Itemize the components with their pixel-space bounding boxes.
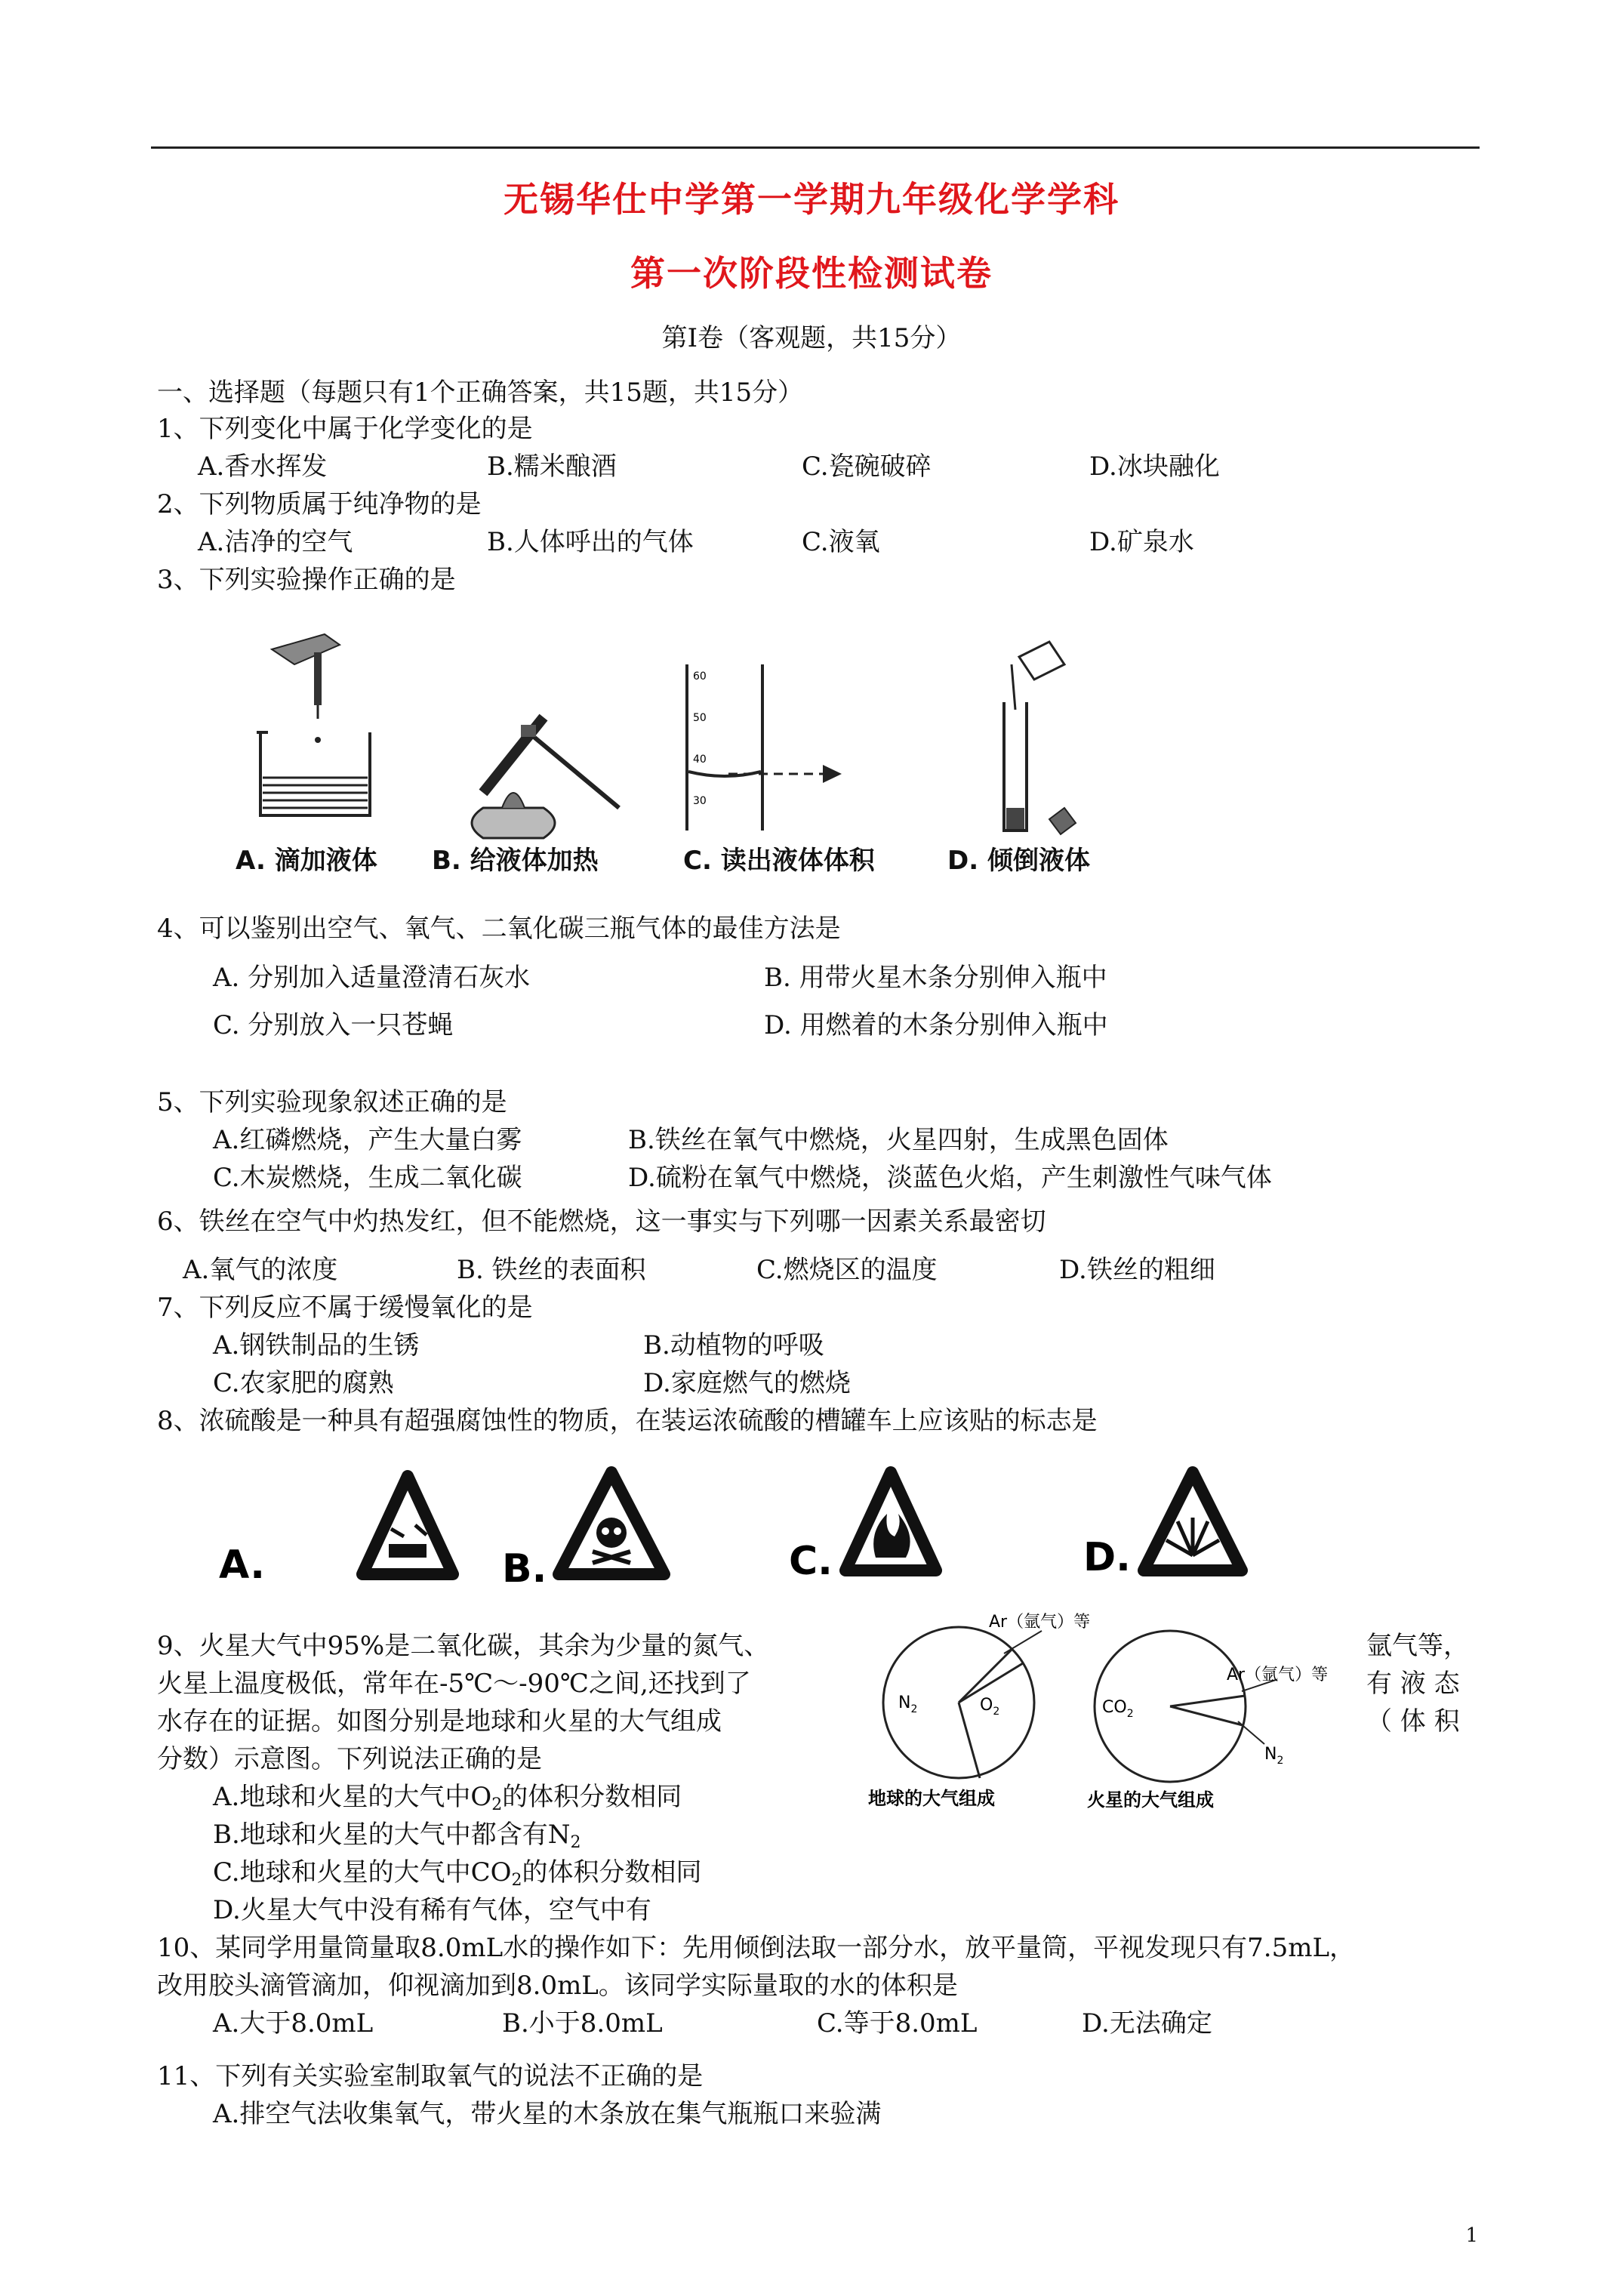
question-9-line-2: 火星上温度极低，常年在-5℃～-90℃之间,还找到了: [157, 1669, 751, 1699]
tick-50: 50: [693, 712, 707, 724]
q8-label-d: D.: [1083, 1535, 1131, 1580]
question-8-stem: 8、浓硫酸是一种具有超强腐蚀性的物质，在装运浓硫酸的槽罐车上应该贴的标志是: [157, 1406, 1098, 1436]
tick-40: 40: [693, 754, 707, 766]
earth-n2-label: $N_2$: [898, 1693, 918, 1715]
hazard-signs-figure: [211, 1461, 1283, 1597]
question-2-stem: 2、下列物质属于纯净物的是: [157, 489, 482, 519]
mars-co2-label: $CO_2$: [1102, 1698, 1134, 1720]
q5-option-a: A.红磷燃烧，产生大量白雾: [213, 1125, 522, 1155]
q6-option-d: D.铁丝的粗细: [1059, 1255, 1215, 1285]
q5-option-d: D.硫粉在氧气中燃烧，淡蓝色火焰，产生刺激性气味气体: [628, 1163, 1272, 1193]
mars-atmosphere-pie: [1087, 1631, 1328, 1811]
question-11-stem: 11、下列有关实验室制取氧气的说法不正确的是: [157, 2061, 704, 2091]
question-5-stem: 5、下列实验现象叙述正确的是: [157, 1087, 507, 1117]
q1-option-b: B.糯米酿酒: [487, 451, 617, 482]
q9-option-c: C.地球和火星的大气中$CO_2$的体积分数相同: [213, 1857, 702, 1890]
q7-option-b: B.动植物的呼吸: [643, 1330, 824, 1361]
q2-option-d: D.矿泉水: [1089, 527, 1194, 557]
question-9-line-4: 分数）示意图。下列说法正确的是: [157, 1744, 542, 1774]
exam-subtitle: 第一次阶段性检测试卷: [630, 253, 993, 294]
q3-label-b: B. 给液体加热: [432, 846, 599, 876]
q9-option-b: B.地球和火星的大气中都含有$N_2$: [213, 1820, 581, 1852]
graduated-cylinder-icon: [687, 664, 842, 831]
q10-option-d: D.无法确定: [1082, 2008, 1212, 2039]
q7-option-d: D.家庭燃气的燃烧: [643, 1368, 851, 1398]
part-heading: 第Ⅰ卷（客观题，共15分）: [661, 323, 962, 353]
earth-ar-label: Ar（氩气）等: [989, 1613, 1091, 1632]
corrosive-sign-icon: [362, 1476, 453, 1574]
q5-option-b: B.铁丝在氧气中燃烧，火星四射，生成黑色固体: [628, 1125, 1169, 1155]
q6-option-c: C.燃烧区的温度: [756, 1255, 938, 1285]
earth-caption: 地球的大气组成: [868, 1788, 995, 1809]
q8-label-c: C.: [789, 1539, 833, 1584]
section-heading: 一、选择题（每题只有1个正确答案，共15题，共15分）: [157, 378, 804, 408]
question-9-line-3: 水存在的证据。如图分别是地球和火星的大气组成: [157, 1706, 722, 1737]
question-9-line-2-tail: 有 液 态: [1366, 1669, 1460, 1699]
q1-option-c: C.瓷碗破碎: [802, 451, 932, 482]
q2-option-a: A.洁净的空气: [198, 527, 353, 557]
header-rule: [151, 146, 1480, 149]
earth-o2-label: $O_2$: [980, 1696, 1000, 1718]
q6-option-b: B. 铁丝的表面积: [457, 1255, 646, 1285]
question-9-line-3-tail: （ 体 积: [1366, 1706, 1460, 1737]
question-1-stem: 1、下列变化中属于化学变化的是: [157, 414, 533, 444]
q4-option-b: B. 用带火星木条分别伸入瓶中: [764, 963, 1107, 993]
q1-option-a: A.香水挥发: [198, 451, 328, 482]
q9-option-a: A.地球和火星的大气中$O_2$的体积分数相同: [213, 1782, 682, 1814]
q10-option-b: B.小于8.0mL: [502, 2008, 663, 2039]
q4-option-d: D. 用燃着的木条分别伸入瓶中: [764, 1010, 1108, 1040]
question-6-stem: 6、铁丝在空气中灼热发红，但不能燃烧，这一事实与下列哪一因素关系最密切: [157, 1207, 1046, 1237]
q3-label-c: C. 读出液体体积: [683, 846, 875, 876]
question-7-stem: 7、下列反应不属于缓慢氧化的是: [157, 1293, 533, 1323]
dropper-beaker-icon: [257, 634, 370, 815]
q4-option-c: C. 分别放入一只苍蝇: [213, 1010, 454, 1040]
exam-title: 无锡华仕中学第一学期九年级化学学科: [504, 179, 1119, 220]
flammable-sign-icon: [845, 1472, 936, 1570]
q9-option-d: D.火星大气中没有稀有气体，空气中有: [213, 1895, 651, 1925]
q8-label-b: B.: [502, 1546, 547, 1592]
q10-option-c: C.等于8.0mL: [817, 2008, 978, 2039]
q6-option-a: A.氧气的浓度: [183, 1255, 338, 1285]
q7-option-a: A.钢铁制品的生锈: [213, 1330, 420, 1361]
q2-option-c: C.液氧: [802, 527, 880, 557]
q1-option-d: D.冰块融化: [1089, 451, 1220, 482]
mars-caption: 火星的大气组成: [1087, 1789, 1214, 1811]
earth-atmosphere-pie: [868, 1613, 1090, 1809]
q5-option-c: C.木炭燃烧，生成二氧化碳: [213, 1163, 522, 1193]
mars-ar-label: Ar（氩气）等: [1227, 1666, 1329, 1684]
question-10-line-1: 10、某同学用量筒量取8.0mL水的操作如下：先用倾倒法取一部分水，放平量筒，平视发现只有7.5mL，: [157, 1933, 1356, 1963]
q4-option-a: A. 分别加入适量澄清石灰水: [213, 963, 531, 993]
q3-label-a: A. 滴加液体: [236, 846, 377, 876]
page-number: 1: [1465, 2224, 1478, 2247]
lab-operations-figure: [226, 619, 1147, 846]
q11-option-a: A.排空气法收集氧气，带火星的木条放在集气瓶瓶口来验满: [213, 2099, 882, 2129]
question-9-line-1-tail: 氩气等，: [1366, 1631, 1469, 1661]
question-10-line-2: 改用胶头滴管滴加，仰视滴加到8.0mL。该同学实际量取的水的体积是: [157, 1971, 958, 2001]
tick-60: 60: [693, 670, 707, 683]
question-3-stem: 3、下列实验操作正确的是: [157, 565, 456, 595]
tick-30: 30: [693, 795, 707, 807]
q7-option-c: C.农家肥的腐熟: [213, 1368, 394, 1398]
toxic-skull-sign-icon: [559, 1472, 664, 1574]
q3-label-d: D. 倾倒液体: [947, 846, 1090, 876]
question-9-line-1: 9、火星大气中95%是二氧化碳，其余为少量的氮气、: [157, 1631, 770, 1661]
heating-test-tube-icon: [472, 717, 619, 838]
mars-n2-label: $N_2$: [1264, 1745, 1284, 1767]
pouring-liquid-icon: [1004, 642, 1076, 834]
atmosphere-pie-figure: [853, 1608, 1351, 1820]
q10-option-a: A.大于8.0mL: [213, 2008, 374, 2039]
q2-option-b: B.人体呼出的气体: [487, 527, 694, 557]
question-4-stem: 4、可以鉴别出空气、氧气、二氧化碳三瓶气体的最佳方法是: [157, 914, 841, 944]
explosive-sign-icon: [1144, 1472, 1242, 1570]
q8-label-a: A.: [219, 1542, 265, 1588]
